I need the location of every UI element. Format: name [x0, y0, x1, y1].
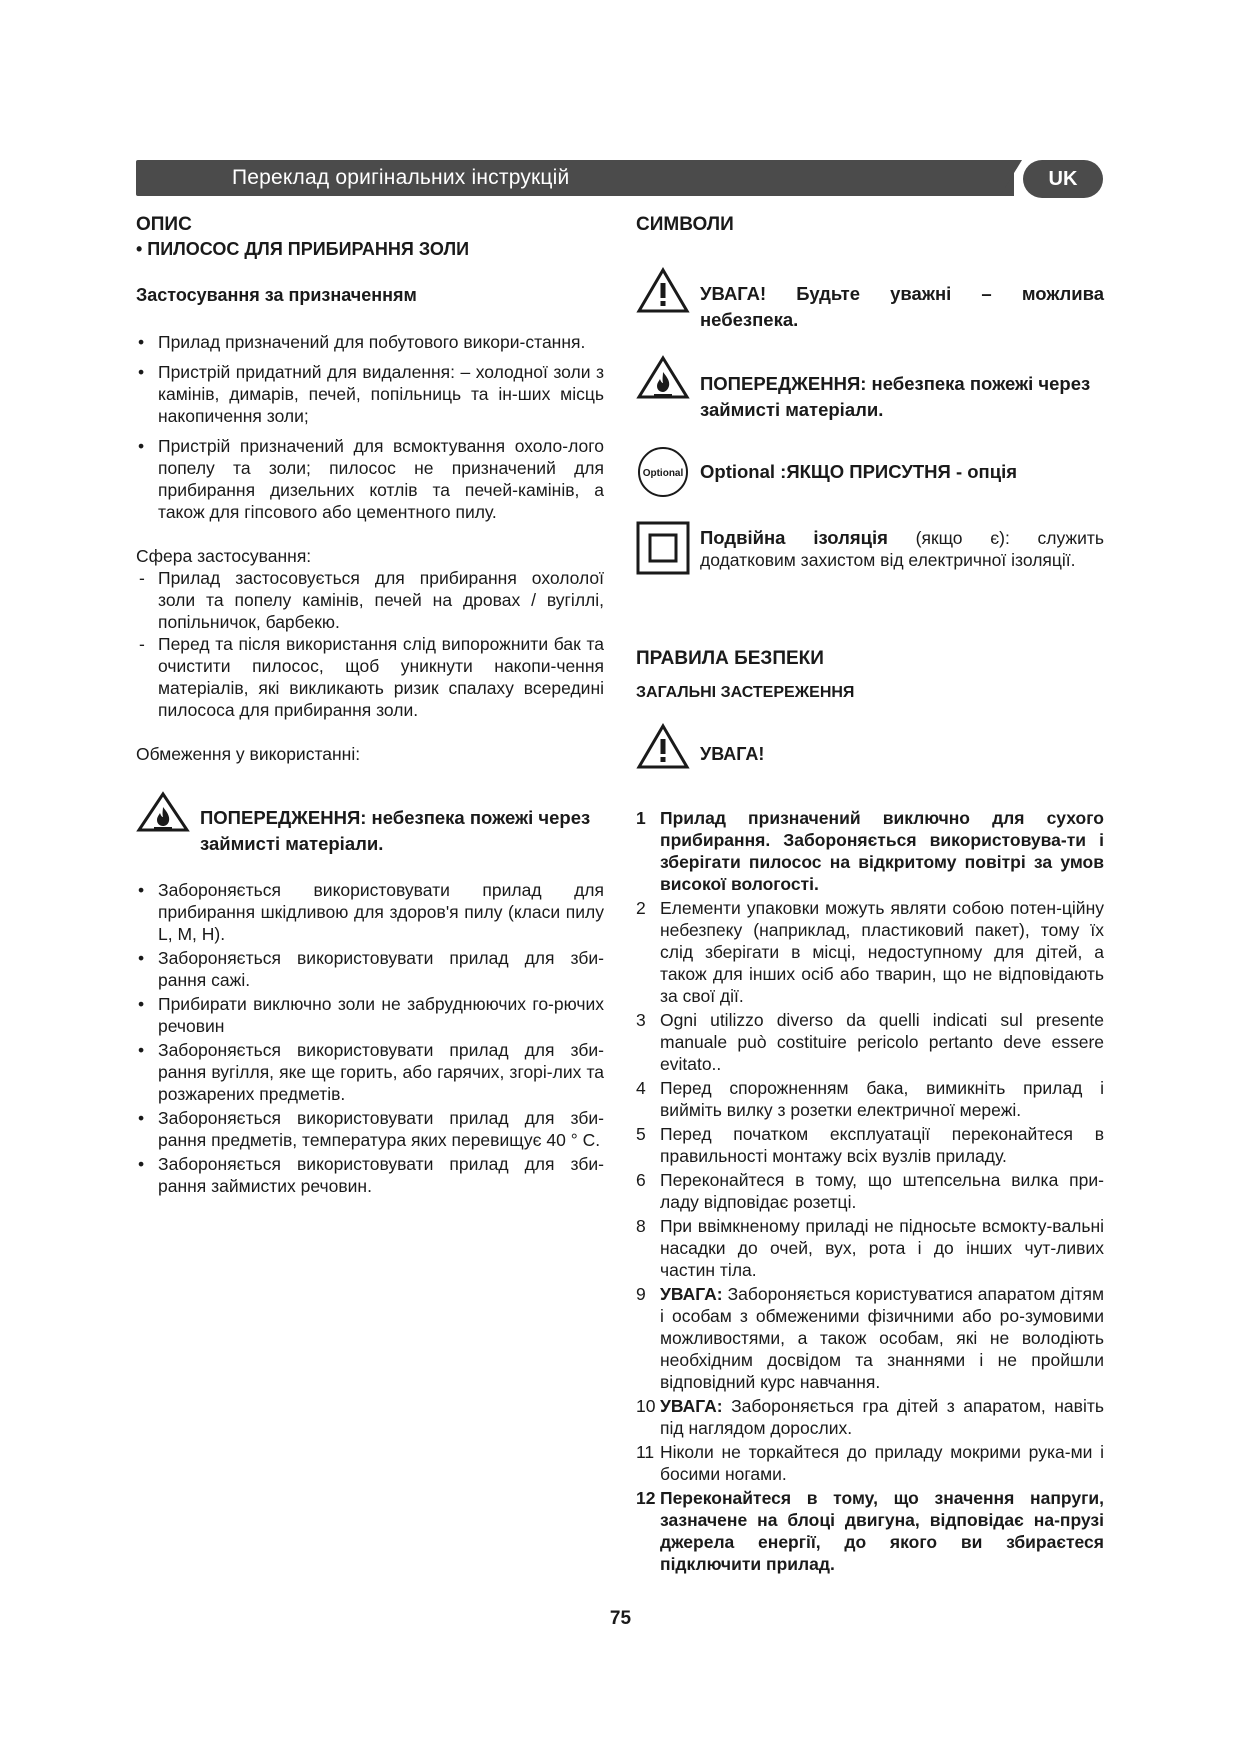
list-item: • Забороняється використовувати прилад для зби-рання сажі.: [136, 947, 604, 991]
list-item: 9 УВАГА: Забороняється користуватися апаратом дітям і особам з обмеженими фізичними або ро-зумовими можливостями, а також особам, які не володіють необхідним досвідом та знаннями і не пройшли відповідний курс навчання.: [636, 1284, 1104, 1392]
intended-use-title: Застосування за призначенням: [136, 285, 417, 305]
product-title: • ПИЛОСОС ДЛЯ ПРИБИРАННЯ ЗОЛИ: [136, 239, 470, 259]
symbol-row-fire: [636, 355, 1104, 423]
list-item: • Забороняється використовувати прилад для зби-рання предметів, температура яких перевищує 40 ° C.: [136, 1107, 604, 1151]
section-title-description: ОПИС: [136, 214, 192, 235]
section-title-safety: ПРАВИЛА БЕЗПЕКИ: [636, 648, 824, 669]
symbol-text: ПОПЕРЕДЖЕННЯ: небезпека пожежі через займисті матеріали.: [700, 373, 1091, 420]
page-header-title: Переклад оригінальних інструкцій: [232, 166, 570, 189]
list-item: 1 Прилад призначений виключно для сухого прибирання. Забороняється використовува-ти і зберігати пилосос на відкритому повітрі за умов високої вологості.: [636, 808, 1104, 894]
warning-triangle-icon: [636, 723, 690, 771]
list-item: 6 Переконайтеся в тому, що штепсельна вилка при-ладу відповідає розетці.: [636, 1170, 1104, 1212]
list-item: 5 Перед початком експлуатації переконайтеся в правильності монтажу всіх вузлів приладу.: [636, 1124, 1104, 1166]
symbol-row-double-insulation: [636, 521, 1104, 575]
double-insulation-title: Подвійна ізоляція: [700, 527, 888, 548]
double-insulation-text: [700, 521, 1104, 571]
list-item: • Пристрій придатний для видалення: – холодної золи з камінів, димарів, печей, попільниць та ін-ших місць накопичення золи;: [136, 361, 604, 427]
symbol-row-warning: [636, 267, 1104, 333]
language-badge: UK: [1023, 160, 1103, 198]
list-item: 3 Ogni utilizzo diverso da quelli indicati sul presente manuale può costituire pericolo pertanto deve essere evitato..: [636, 1010, 1104, 1074]
scope-list: [136, 567, 604, 721]
symbols-list: [636, 267, 1104, 575]
list-item: 10 УВАГА: Забороняється гра дітей з апаратом, навіть під наглядом дорослих.: [636, 1396, 1104, 1438]
intended-use-list: [136, 331, 604, 523]
fire-warning-text: ПОПЕРЕДЖЕННЯ: небезпека пожежі через займисті матеріали.: [200, 807, 591, 854]
list-item: - Перед та після використання слід випорожнити бак та очистити пилосос, щоб уникнути накопи-чення матеріалів, які викликають ризик спалаху всередині пилососа для прибирання золи.: [136, 633, 604, 721]
symbol-text: Optional :ЯКЩО ПРИСУТНЯ - опція: [700, 461, 1018, 482]
fire-warning-icon: [136, 791, 190, 833]
optional-icon: [636, 445, 690, 499]
list-item: • Забороняється використовувати прилад для зби-рання вугілля, яке ще горить, або гарячих, згорі-лих та розжарених предметів.: [136, 1039, 604, 1105]
section-title-symbols: СИМВОЛИ: [636, 214, 734, 235]
symbol-row-optional: [636, 445, 1104, 499]
fire-warning-icon: [636, 355, 690, 401]
list-item: 2 Елементи упаковки можуть являти собою потен-ційну небезпеку (наприклад, пластиковий пакет), тому їх слід зберігати в місці, недоступному для дітей, а також для інших осіб або тварин, що не відповідають за свої дії.: [636, 898, 1104, 1006]
right-column: [636, 213, 1104, 1577]
left-column: [136, 213, 604, 1199]
list-item: • Забороняється використовувати прилад для прибирання шкідливою для здоров'я пилу (класи пилу L, M, H).: [136, 879, 604, 945]
symbol-text: УВАГА! Будьте уважні – можлива небезпека.: [700, 283, 1104, 330]
list-item: - Прилад застосовується для прибирання охололої золи та попелу камінів, печей на дровах / вугіллі, попільничок, барбекю.: [136, 567, 604, 633]
warning-triangle-icon: [636, 267, 690, 315]
list-item: 11 Ніколи не торкайтеся до приладу мокрими рука-ми і босими ногами.: [636, 1442, 1104, 1484]
page-number: 75: [609, 1608, 632, 1629]
general-warnings-title: ЗАГАЛЬНІ ЗАСТЕРЕЖЕННЯ: [636, 684, 855, 701]
list-item: 8 При ввімкненому приладі не підносьте всмокту-вальні насадки до очей, вух, рота і до інших чут-ливих частин тіла.: [636, 1216, 1104, 1280]
list-item: • Прилад призначений для побутового викори-стання.: [136, 331, 604, 353]
list-item: • Пристрій призначений для всмоктування охоло-лого попелу та золи; пилосос не призначений для прибирання дизельних котлів та печей-камінів, а також для гіпсового або цементного пилу.: [136, 435, 604, 523]
limits-title: Обмеження у використанні:: [136, 744, 361, 764]
fire-warning-block: [136, 791, 604, 857]
general-warning-block: [636, 723, 1104, 771]
scope-title: Сфера застосування:: [136, 546, 312, 566]
double-insulation-desc: (якщо є): служить додатковим захистом від електричної ізоляції.: [700, 528, 1105, 570]
safety-rules-list: [636, 807, 1104, 1575]
list-item: 12 Переконайтеся в тому, що значення напруги, зазначене на блоці двигуна, відповідає на-прузі джерела енергії, до якого ви збираєтеся підключити прилад.: [636, 1488, 1104, 1574]
general-warning-label: УВАГА!: [700, 744, 765, 764]
list-item: • Забороняється використовувати прилад для зби-рання займистих речовин.: [136, 1153, 604, 1197]
limits-list: [136, 879, 604, 1197]
list-item: • Прибирати виключно золи не забруднюючих го-рючих речовин: [136, 993, 604, 1037]
double-insulation-icon: [636, 521, 690, 575]
list-item: 4 Перед спорожненням бака, вимикніть прилад і вийміть вилку з розетки електричної мережі.: [636, 1078, 1104, 1120]
optional-icon-label: Optional: [642, 468, 684, 479]
